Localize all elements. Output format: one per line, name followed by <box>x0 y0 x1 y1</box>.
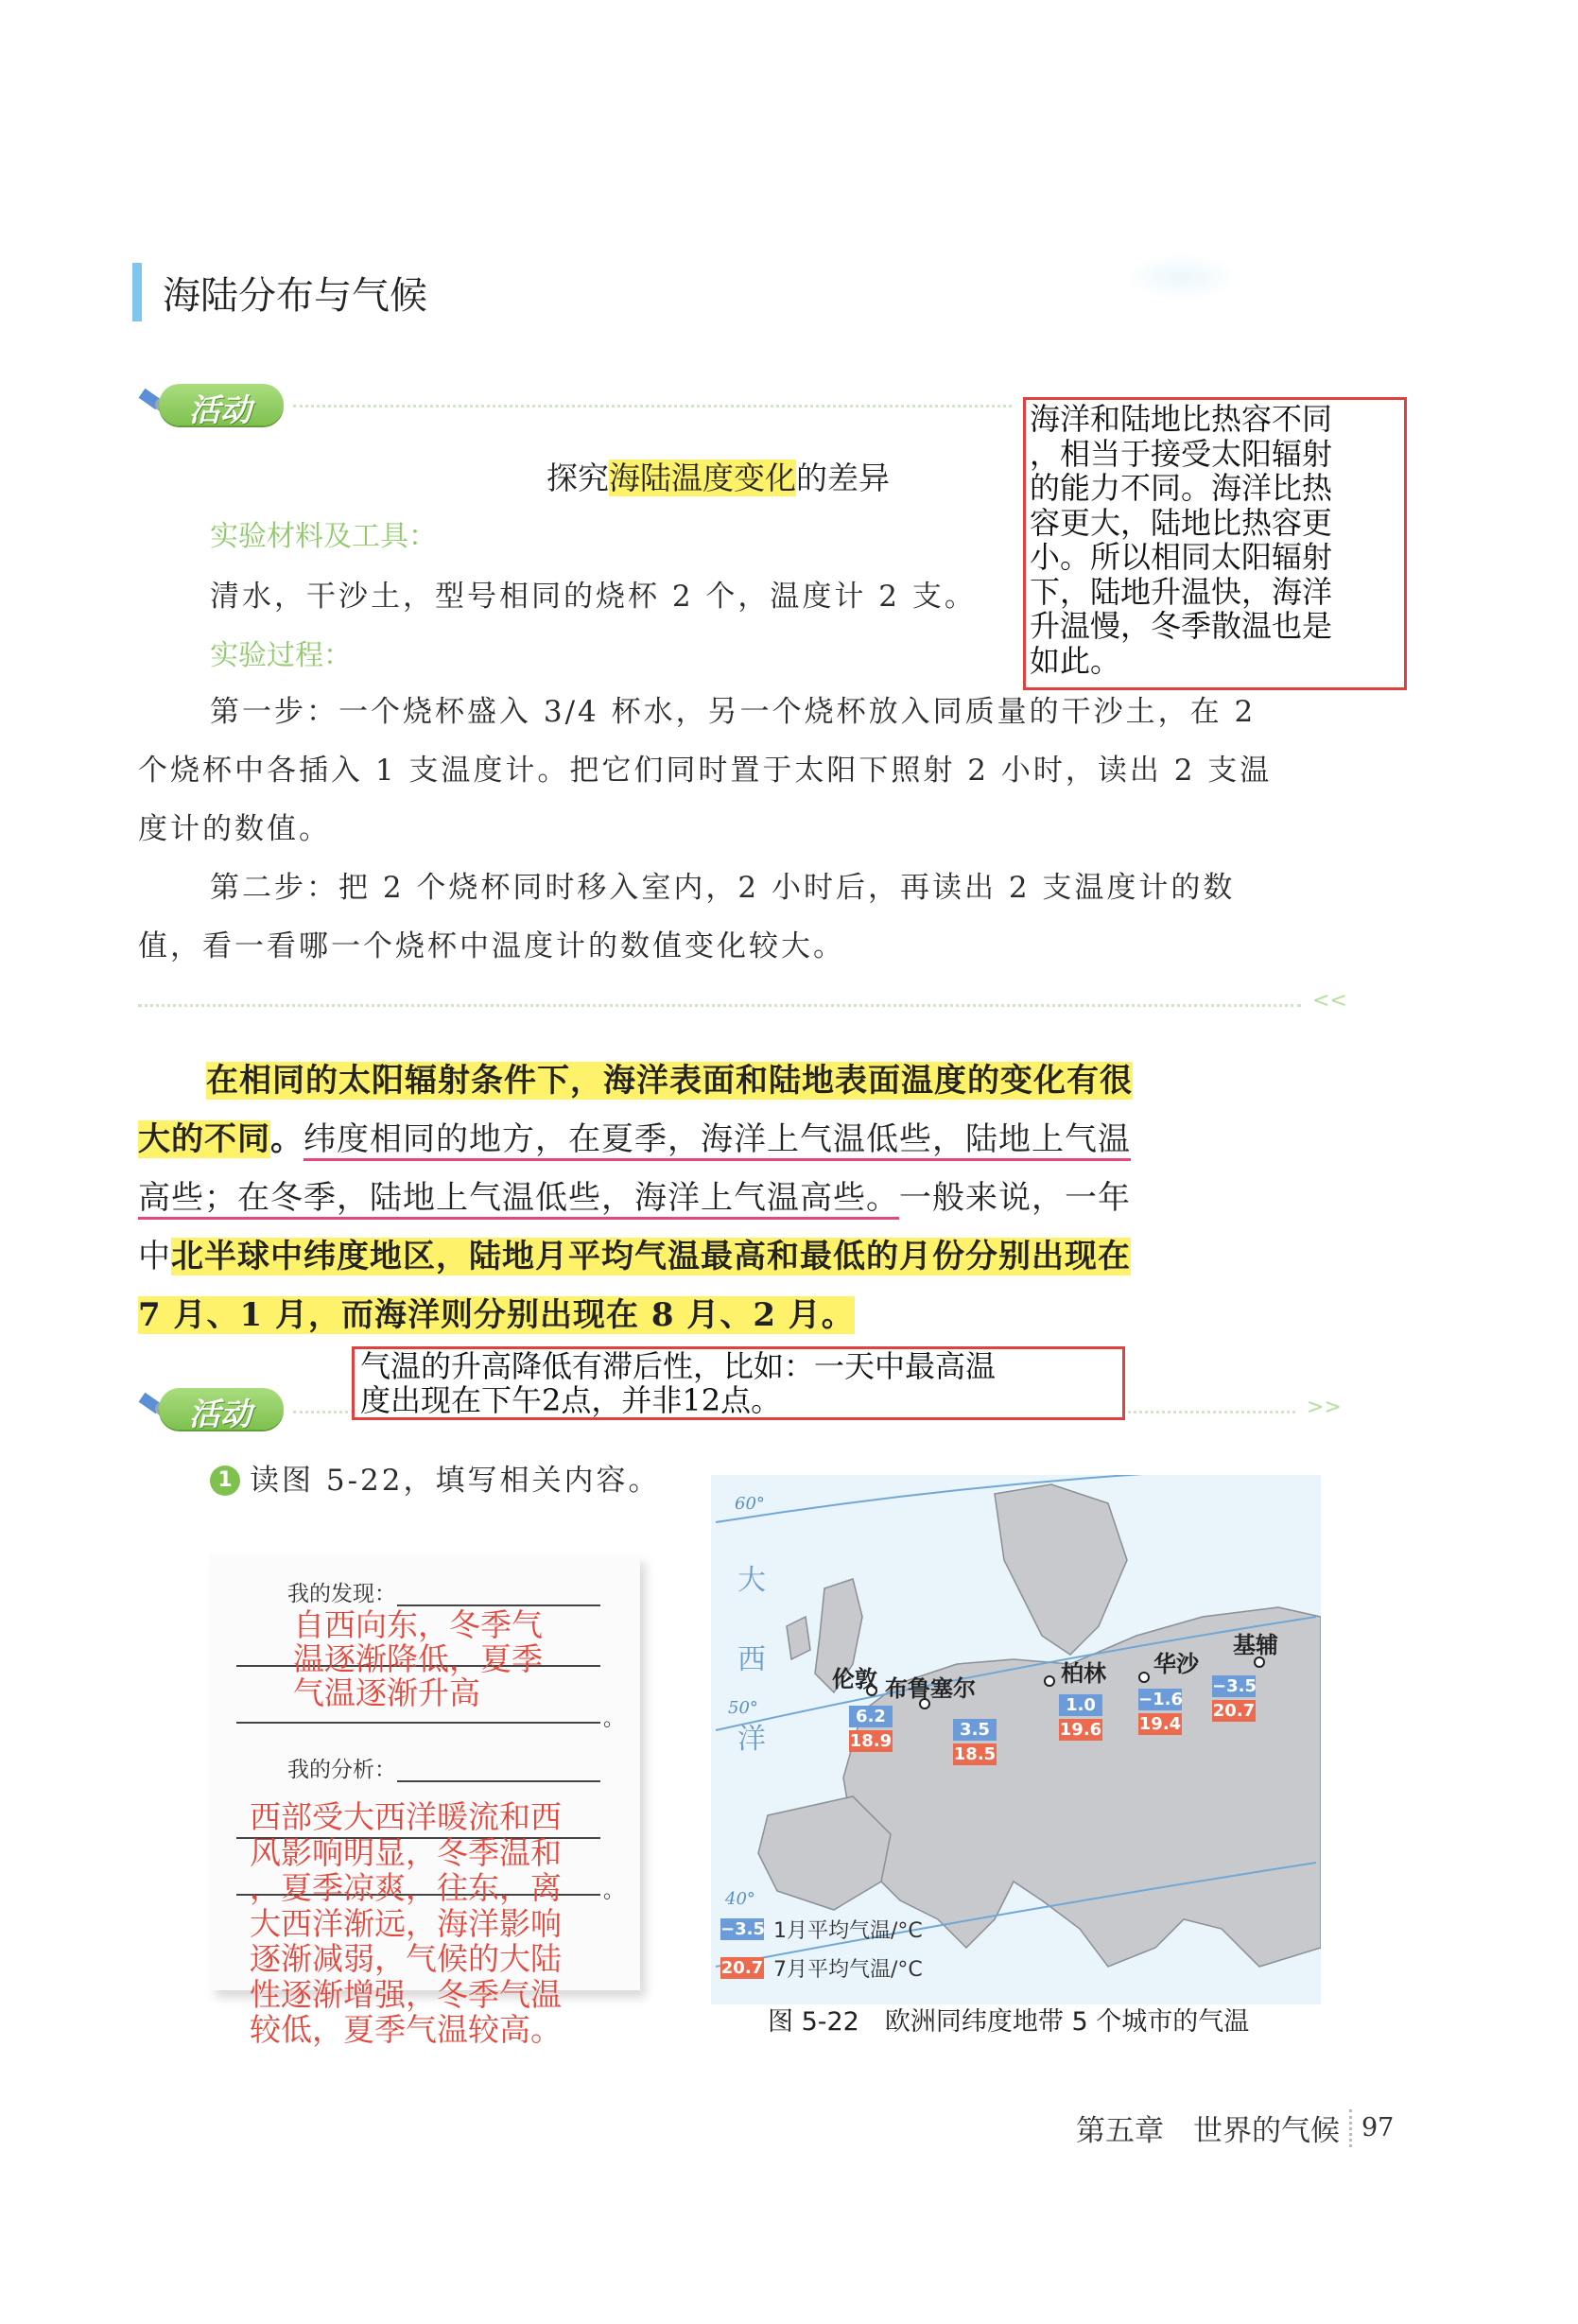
handwritten-line: 大西洋渐远，海洋影响 <box>250 1904 562 1942</box>
period-mark: 。 <box>603 1708 625 1731</box>
legend-jul-swatch: 20.7 <box>720 1958 764 1978</box>
found-label: 我的发现： <box>287 1582 396 1606</box>
activity-badge-2 <box>134 1380 287 1437</box>
jul-temp-badge: 20.7 <box>1212 1701 1256 1721</box>
page-footer <box>1076 2107 1394 2149</box>
handwritten-line: ，夏季凉爽，往东，离 <box>250 1869 562 1906</box>
activity-badge-1 <box>134 376 287 433</box>
jan-temp-badge: 3.5 <box>953 1719 997 1741</box>
cloud-decoration <box>1125 253 1239 301</box>
section-title-text: 海陆分布与气候 <box>163 273 427 318</box>
handwritten-line: 性逐渐增强，冬季气温 <box>250 1975 562 2013</box>
handwritten-line: 气温逐渐升高 <box>293 1674 480 1711</box>
note-line: 度出现在下午2点，并非12点。 <box>360 1382 782 1418</box>
note-line: ，相当于接受太阳辐射 <box>1030 435 1333 472</box>
activity-title <box>546 454 890 498</box>
chevron-right-icon: >> <box>1307 1396 1342 1419</box>
title-accent-bar <box>132 263 142 321</box>
activity-label: 活动 <box>189 391 251 428</box>
para-text: 一般来说，一年 <box>899 1179 1131 1217</box>
note-line: 的能力不同。海洋比热 <box>1030 470 1333 506</box>
dotted-divider <box>293 405 1012 408</box>
para-underline-2: 高些；在冬季，陆地上气温低些，海洋上气温高些。 <box>138 1179 899 1220</box>
step1-line1: 第一步：一个烧杯盛入 3/4 杯水，另一个烧杯放入同质量的干沙土，在 2 <box>210 695 1257 729</box>
activity-title-pre: 探究 <box>546 460 609 496</box>
figure-caption: 图 5-22 欧洲同纬度地带 5 个城市的气温 <box>768 2007 1250 2037</box>
para-text: 中 <box>138 1238 171 1275</box>
chapter-label: 第五章 世界的气候 <box>1076 2114 1340 2148</box>
latitude-label: 40° <box>725 1889 755 1909</box>
city-name: 布鲁塞尔 <box>885 1675 976 1702</box>
page-number: 97 <box>1361 2113 1395 2142</box>
step2-line1: 第二步：把 2 个烧杯同时移入室内，2 小时后，再读出 2 支温度计的数 <box>210 871 1236 905</box>
handwritten-line: 温逐渐降低，夏季 <box>293 1640 543 1677</box>
step1-line2: 个烧杯中各插入 1 支温度计。把它们同时置于太阳下照射 2 小时，读出 2 支温 <box>138 754 1273 788</box>
para-highlight-3: 北半球中纬度地区，陆地月平均气温最高和最低的月份分别出现在 <box>171 1238 1131 1275</box>
answer-notepad <box>210 1555 640 2048</box>
handwritten-line: 逐渐减弱，气候的大陆 <box>250 1940 562 1977</box>
instruction <box>210 1462 661 1500</box>
jan-temp-badge: −1.6 <box>1138 1690 1183 1709</box>
note-line: 升温慢，冬季散温也是 <box>1030 608 1333 644</box>
legend-jan-swatch: −3.5 <box>720 1919 765 1939</box>
city-name: 基辅 <box>1233 1632 1278 1658</box>
handwritten-line: 较低，夏季气温较高。 <box>250 2011 562 2048</box>
instruction-text: 读图 5-22，填写相关内容。 <box>250 1464 661 1498</box>
ocean-label: 西 <box>737 1643 766 1676</box>
legend-jan-label: 1月平均气温/°C <box>773 1919 923 1943</box>
jan-temp-badge: 1.0 <box>1059 1694 1102 1716</box>
answer-line <box>236 1722 600 1724</box>
step2-line2: 值，看一看哪一个烧杯中温度计的数值变化较大。 <box>138 929 845 963</box>
city-name: 华沙 <box>1153 1651 1199 1677</box>
note-box-1 <box>1023 397 1407 690</box>
note-box-2 <box>352 1346 1125 1420</box>
para-highlight-2: 大的不同 <box>138 1120 270 1158</box>
step1-line3: 度计的数值。 <box>138 812 331 846</box>
materials-heading: 实验材料及工具： <box>210 520 437 553</box>
process-heading: 实验过程： <box>210 639 352 672</box>
jul-temp-badge: 19.4 <box>1138 1714 1182 1734</box>
jul-temp-badge: 19.6 <box>1059 1720 1102 1740</box>
latitude-label: 60° <box>735 1494 765 1514</box>
handwritten-line: 西部受大西洋暖流和西 <box>250 1798 562 1835</box>
note-line: 海洋和陆地比热容不同 <box>1030 401 1333 437</box>
dotted-divider-end <box>138 1004 1301 1007</box>
handwritten-line: 风影响明显，冬季温和 <box>250 1833 562 1871</box>
ocean-label: 洋 <box>737 1723 766 1756</box>
map-legend <box>720 1915 923 1983</box>
jul-temp-badge: 18.9 <box>849 1731 893 1751</box>
city-name: 柏林 <box>1061 1660 1106 1687</box>
para-highlight-1: 在相同的太阳辐射条件下，海洋表面和陆地表面温度的变化有很 <box>206 1062 1133 1100</box>
activity-title-post: 的差异 <box>796 460 890 496</box>
ocean-label: 大 <box>737 1564 766 1597</box>
main-paragraph <box>138 1051 1225 1344</box>
europe-map <box>711 1475 1321 2004</box>
note-line: 气温的升高降低有滞后性，比如：一天中最高温 <box>360 1348 997 1384</box>
para-text: 。 <box>270 1120 303 1158</box>
city-name: 伦敦 <box>832 1666 877 1692</box>
latitude-label: 50° <box>728 1698 758 1718</box>
handwritten-line: 自西向东，冬季气 <box>293 1606 543 1643</box>
note-line: 下，陆地升温快，海洋 <box>1030 573 1333 610</box>
activity-label: 活动 <box>189 1396 251 1432</box>
legend-jul-label: 7月平均气温/°C <box>773 1958 923 1982</box>
chevron-left-icon: << <box>1312 989 1347 1013</box>
answer-line <box>397 1780 600 1782</box>
analysis-label: 我的分析： <box>287 1758 396 1782</box>
materials-text: 清水，干沙土，型号相同的烧杯 2 个，温度计 2 支。 <box>210 580 977 614</box>
activity-title-highlight: 海陆温度变化 <box>609 460 796 496</box>
note-line: 容更大，陆地比热容更 <box>1030 504 1333 541</box>
note-line: 如此。 <box>1030 642 1121 679</box>
footer-divider <box>1349 2109 1352 2147</box>
jul-temp-badge: 18.5 <box>953 1744 997 1764</box>
step-number-badge: 1 <box>210 1466 240 1496</box>
analysis-answer <box>250 1799 562 2048</box>
jan-temp-badge: 6.2 <box>849 1706 893 1727</box>
section-title <box>132 263 427 321</box>
period-mark: 。 <box>603 1880 625 1903</box>
para-underline-1: 纬度相同的地方，在夏季，海洋上气温低些，陆地上气温 <box>303 1120 1131 1161</box>
note-line: 小。所以相同太阳辐射 <box>1030 539 1333 575</box>
found-answer <box>293 1608 543 1710</box>
jan-temp-badge: −3.5 <box>1212 1676 1257 1696</box>
para-highlight-4: 7 月、1 月，而海洋则分别出现在 8 月、2 月。 <box>138 1296 855 1334</box>
